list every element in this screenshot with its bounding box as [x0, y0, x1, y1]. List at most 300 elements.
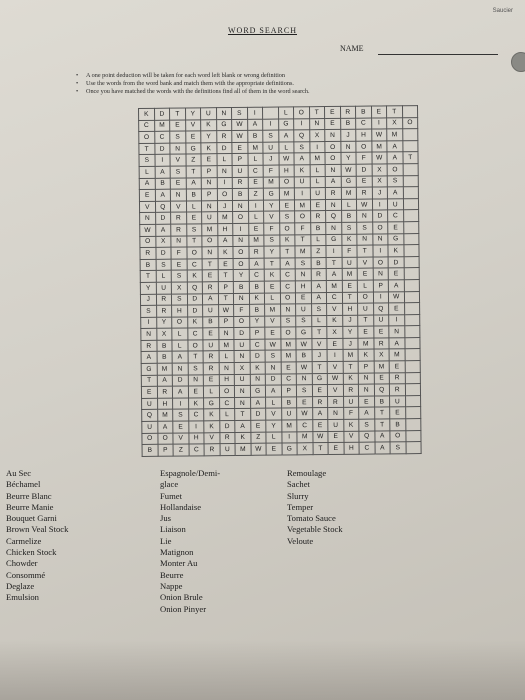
grid-cell: T [311, 327, 327, 339]
grid-cell: E [389, 361, 405, 373]
grid-cell: E [203, 374, 219, 386]
grid-cell: U [156, 282, 172, 294]
grid-cell: T [374, 419, 390, 431]
grid-cell: I [309, 141, 325, 153]
grid-cell: K [139, 108, 155, 120]
grid-cell: J [342, 315, 358, 327]
grid-cell: K [341, 234, 357, 246]
grid-cell: D [154, 143, 170, 155]
grid-cell: E [328, 431, 344, 443]
corner-label: Saucier [492, 8, 513, 14]
grid-cell: O [279, 176, 295, 188]
grid-cell: R [340, 106, 356, 118]
grid-cell: E [139, 189, 155, 201]
grid-cell: Y [233, 270, 249, 282]
grid-cell: B [341, 211, 357, 223]
grid-cell [405, 430, 421, 442]
grid-cell: Y [342, 326, 358, 338]
grid-cell: O [372, 222, 388, 234]
grid-cell: P [232, 154, 248, 166]
grid-cell: K [204, 409, 220, 421]
grid-cell: S [341, 222, 357, 234]
grid-cell: N [202, 247, 218, 259]
grid-cell: H [356, 129, 372, 141]
grid-cell: E [358, 326, 374, 338]
grid-cell: U [387, 198, 403, 210]
grid-cell: E [188, 386, 204, 398]
grid-cell: B [310, 222, 326, 234]
grid-cell: U [142, 398, 158, 410]
grid-cell: X [387, 117, 403, 129]
word-bank-item: glace [160, 479, 179, 490]
grid-cell: K [201, 119, 217, 131]
instruction-item: • Use the words from the word bank and match them with the appropriate definitions. [86, 80, 516, 88]
grid-cell: E [371, 106, 387, 118]
grid-cell: X [327, 327, 343, 339]
grid-cell: L [203, 386, 219, 398]
grid-cell: D [250, 351, 266, 363]
grid-cell: G [326, 234, 342, 246]
grid-cell: I [154, 155, 170, 167]
grid-cell: B [374, 396, 390, 408]
page-title: WORD SEARCH [227, 26, 297, 35]
grid-cell: S [188, 363, 204, 375]
grid-cell: N [357, 210, 373, 222]
grid-cell: M [157, 363, 173, 375]
grid-cell: E [357, 268, 373, 280]
grid-cell: B [311, 257, 327, 269]
grid-cell: D [265, 374, 281, 386]
grid-cell: R [216, 131, 232, 143]
grid-cell: W [356, 199, 372, 211]
grid-cell: A [217, 235, 233, 247]
grid-cell [405, 407, 421, 419]
grid-cell: N [325, 164, 341, 176]
grid-cell: L [310, 176, 326, 188]
word-bank-item: Bouquet Garni [6, 513, 57, 524]
grid-cell: J [263, 153, 279, 165]
grid-cell: S [295, 257, 311, 269]
grid-cell: M [343, 350, 359, 362]
grid-cell: K [235, 432, 251, 444]
grid-cell: D [187, 305, 203, 317]
grid-cell: C [187, 328, 203, 340]
grid-cell: N [357, 234, 373, 246]
grid-cell: V [327, 385, 343, 397]
grid-cell: K [188, 398, 204, 410]
word-bank-item: Vegetable Stock [287, 524, 343, 535]
grid-cell: Y [185, 108, 201, 120]
grid-cell: S [390, 442, 406, 454]
grid-cell: P [201, 166, 217, 178]
name-label: NAME [340, 44, 364, 53]
grid-cell: P [373, 280, 389, 292]
grid-cell: Q [374, 384, 390, 396]
grid-cell: R [156, 294, 172, 306]
grid-cell: P [281, 385, 297, 397]
word-bank-item: Jus [160, 513, 171, 524]
word-bank-item: Fumet [160, 490, 182, 501]
grid-cell: N [170, 189, 186, 201]
grid-cell: T [188, 351, 204, 363]
grid-cell: E [297, 397, 313, 409]
grid-cell [405, 349, 421, 361]
word-bank-item: Sachet [287, 479, 310, 490]
grid-cell: O [187, 340, 203, 352]
grid-cell: N [358, 373, 374, 385]
grid-cell: S [311, 304, 327, 316]
grid-cell: T [218, 270, 234, 282]
grid-cell: E [264, 281, 280, 293]
grid-cell: M [235, 444, 251, 456]
grid-cell: J [312, 350, 328, 362]
grid-cell: I [327, 350, 343, 362]
word-bank-item: Emulsion [6, 592, 39, 603]
grid-cell: R [248, 246, 264, 258]
grid-cell: L [341, 199, 357, 211]
grid-cell: G [312, 373, 328, 385]
grid-cell: B [340, 118, 356, 130]
grid-cell: X [155, 236, 171, 248]
grid-cell: B [281, 397, 297, 409]
grid-cell: N [325, 199, 341, 211]
grid-cell: T [343, 361, 359, 373]
grid-cell: G [250, 385, 266, 397]
grid-cell: H [188, 432, 204, 444]
word-bank-item: Monter Au [160, 558, 198, 569]
grid-cell: M [342, 269, 358, 281]
grid-cell: G [216, 119, 232, 131]
grid-cell: C [297, 420, 313, 432]
grid-cell: S [171, 270, 187, 282]
grid-cell: A [235, 420, 251, 432]
grid-cell: R [156, 305, 172, 317]
grid-cell [405, 395, 421, 407]
grid-cell: W [341, 164, 357, 176]
grid-cell: R [171, 212, 187, 224]
grid-cell: T [235, 409, 251, 421]
grid-cell: R [232, 177, 248, 189]
grid-cell: E [281, 362, 297, 374]
word-bank-column-3 [287, 468, 343, 547]
grid-cell: A [280, 258, 296, 270]
grid-cell: E [295, 292, 311, 304]
grid-cell: N [296, 373, 312, 385]
grid-cell: N [216, 108, 232, 120]
grid-cell: M [294, 199, 310, 211]
grid-cell: E [266, 443, 282, 455]
word-bank-item: Veloute [287, 535, 314, 546]
grid-cell: L [172, 340, 188, 352]
grid-cell: A [294, 153, 310, 165]
grid-cell: K [250, 362, 266, 374]
grid-cell: I [371, 117, 387, 129]
grid-cell: M [326, 280, 342, 292]
grid-cell: A [155, 224, 171, 236]
grid-cell: G [263, 188, 279, 200]
grid-cell: J [372, 187, 388, 199]
grid-cell: A [387, 152, 403, 164]
grid-cell: K [204, 421, 220, 433]
grid-cell: V [357, 257, 373, 269]
grid-cell: N [372, 233, 388, 245]
grid-cell: I [247, 107, 263, 119]
grid-cell: N [326, 222, 342, 234]
grid-cell: I [233, 223, 249, 235]
grid-cell: X [156, 328, 172, 340]
grid-cell: N [309, 118, 325, 130]
grid-cell: E [250, 420, 266, 432]
grid-cell: C [281, 374, 297, 386]
grid-cell: O [295, 211, 311, 223]
grid-cell [404, 279, 420, 291]
grid-cell [404, 326, 420, 338]
grid-cell: T [186, 235, 202, 247]
grid-cell: B [203, 316, 219, 328]
grid-cell: L [172, 328, 188, 340]
grid-cell: N [295, 269, 311, 281]
grid-cell: N [325, 130, 341, 142]
grid-cell: Q [155, 201, 171, 213]
grid-cell: R [204, 444, 220, 456]
grid-cell [403, 222, 419, 234]
word-bank-item: Carmelize [6, 535, 42, 546]
grid-cell: N [328, 408, 344, 420]
grid-cell: V [311, 338, 327, 350]
grid-cell: N [389, 326, 405, 338]
grid-cell [405, 384, 421, 396]
grid-cell: E [310, 199, 326, 211]
grid-cell: G [278, 118, 294, 130]
grid-cell: O [140, 236, 156, 248]
grid-cell: L [264, 293, 280, 305]
grid-cell: W [371, 152, 387, 164]
grid-cell [403, 198, 419, 210]
grid-cell: M [297, 431, 313, 443]
word-bank-item: Béchamel [6, 479, 41, 490]
grid-cell: U [328, 419, 344, 431]
grid-cell: K [264, 269, 280, 281]
grid-cell: V [139, 201, 155, 213]
grid-cell: N [234, 386, 250, 398]
grid-cell: O [387, 164, 403, 176]
grid-cell [403, 164, 419, 176]
grid-cell: L [156, 270, 172, 282]
page-shadow [0, 640, 525, 700]
grid-cell: E [374, 373, 390, 385]
word-bank-column-2 [160, 468, 220, 615]
grid-cell: E [312, 385, 328, 397]
grid-cell: N [265, 362, 281, 374]
grid-cell: E [141, 387, 157, 399]
grid-cell [405, 419, 421, 431]
grid-cell: V [204, 432, 220, 444]
grid-cell: S [263, 130, 279, 142]
grid-cell: N [170, 143, 186, 155]
grid-cell: Q [187, 282, 203, 294]
grid-cell: U [203, 305, 219, 317]
grid-cell: L [216, 154, 232, 166]
grid-cell: A [172, 386, 188, 398]
grid-cell: E [388, 268, 404, 280]
word-bank-item: Lie [160, 535, 172, 546]
grid-cell: J [342, 338, 358, 350]
grid-cell: I [188, 421, 204, 433]
grid-cell: L [278, 107, 294, 119]
grid-cell: E [265, 327, 281, 339]
grid-cell: M [247, 142, 263, 154]
grid-cell: C [139, 120, 155, 132]
grid-cell: S [357, 222, 373, 234]
grid-cell: S [279, 211, 295, 223]
grid-cell [262, 107, 278, 119]
grid-cell: F [341, 245, 357, 257]
grid-cell: S [141, 305, 157, 317]
grid-cell: D [356, 164, 372, 176]
grid-cell: D [219, 421, 235, 433]
grid-cell: B [140, 259, 156, 271]
grid-cell: V [327, 361, 343, 373]
grid-cell: O [356, 141, 372, 153]
grid-cell: K [388, 245, 404, 257]
grid-cell: S [265, 350, 281, 362]
grid-cell: W [296, 339, 312, 351]
grid-cell: V [266, 408, 282, 420]
grid-cell: N [235, 397, 251, 409]
grid-cell: D [234, 328, 250, 340]
grid-cell: Y [156, 317, 172, 329]
grid-cell: U [234, 339, 250, 351]
grid-cell: C [188, 409, 204, 421]
grid-cell: P [158, 444, 174, 456]
grid-cell: I [326, 246, 342, 258]
word-bank-item: Tomato Sauce [287, 513, 336, 524]
grid-cell: D [154, 108, 170, 120]
instruction-item: • A one point deduction will be taken for each word left blank or wrong definition [86, 72, 516, 80]
grid-cell: M [387, 129, 403, 141]
grid-cell [403, 210, 419, 222]
grid-cell: N [232, 200, 248, 212]
grid-cell: E [248, 223, 264, 235]
grid-cell: N [140, 213, 156, 225]
instructions-list [86, 72, 516, 96]
grid-cell: L [310, 234, 326, 246]
grid-cell: O [217, 189, 233, 201]
word-bank-item: Remoulage [287, 468, 327, 478]
grid-cell: B [249, 281, 265, 293]
grid-cell: L [186, 201, 202, 213]
grid-cell: E [186, 212, 202, 224]
grid-cell: W [278, 153, 294, 165]
grid-cell: C [280, 269, 296, 281]
grid-cell: A [375, 442, 391, 454]
grid-cell: T [313, 443, 329, 455]
grid-cell: B [355, 106, 371, 118]
grid-cell: T [295, 234, 311, 246]
grid-cell: Q [142, 410, 158, 422]
grid-cell: M [248, 235, 264, 247]
word-bank-item: Matignon [160, 547, 194, 558]
grid-cell: W [296, 362, 312, 374]
grid-cell: T [279, 246, 295, 258]
grid-cell: X [234, 362, 250, 374]
grid-cell: T [357, 245, 373, 257]
grid-cell: T [312, 362, 328, 374]
grid-cell: V [170, 154, 186, 166]
grid-cell: M [374, 361, 390, 373]
grid-cell: P [201, 189, 217, 201]
grid-cell: E [342, 280, 358, 292]
grid-cell: V [173, 433, 189, 445]
grid-cell: J [140, 294, 156, 306]
grid-cell: Y [340, 153, 356, 165]
grid-cell: T [141, 375, 157, 387]
grid-cell: R [140, 247, 156, 259]
grid-cell: U [263, 142, 279, 154]
grid-cell: T [309, 107, 325, 119]
grid-cell: E [373, 326, 389, 338]
grid-cell [402, 140, 418, 152]
grid-row [142, 442, 421, 457]
grid-cell: O [357, 292, 373, 304]
grid-cell: I [248, 200, 264, 212]
grid-cell: E [202, 270, 218, 282]
grid-cell: A [326, 269, 342, 281]
grid-cell: U [201, 108, 217, 120]
grid-cell: E [248, 177, 264, 189]
grid-cell: O [325, 141, 341, 153]
grid-cell: W [232, 119, 248, 131]
grid-cell: O [233, 246, 249, 258]
grid-cell: K [358, 350, 374, 362]
grid-cell: Q [359, 431, 375, 443]
grid-cell: I [141, 317, 157, 329]
grid-cell: S [173, 409, 189, 421]
grid-cell [404, 303, 420, 315]
grid-cell: C [249, 339, 265, 351]
grid-cell: X [374, 349, 390, 361]
grid-cell: M [281, 420, 297, 432]
grid-cell: A [278, 130, 294, 142]
grid-cell: M [157, 410, 173, 422]
grid-cell: G [282, 443, 298, 455]
grid-cell: E [173, 421, 189, 433]
grid-cell: O [233, 258, 249, 270]
grid-cell: O [142, 433, 158, 445]
grid-cell: U [203, 340, 219, 352]
grid-cell: L [247, 154, 263, 166]
grid-cell: F [343, 408, 359, 420]
grid-cell: T [264, 258, 280, 270]
grid-cell: O [280, 327, 296, 339]
grid-cell: K [294, 165, 310, 177]
grid-cell: F [171, 247, 187, 259]
word-bank-item: Nappe [160, 580, 183, 591]
grid-cell: O [390, 430, 406, 442]
grid-cell: M [265, 304, 281, 316]
grid-cell: W [265, 339, 281, 351]
grid-cell: E [359, 396, 375, 408]
grid-cell: R [171, 224, 187, 236]
grid-cell: A [387, 141, 403, 153]
grid-cell: T [326, 257, 342, 269]
grid-cell: A [250, 397, 266, 409]
grid-cell: S [186, 224, 202, 236]
grid-cell: A [247, 119, 263, 131]
grid-cell: W [251, 443, 267, 455]
grid-cell: B [249, 304, 265, 316]
grid-cell: A [388, 280, 404, 292]
